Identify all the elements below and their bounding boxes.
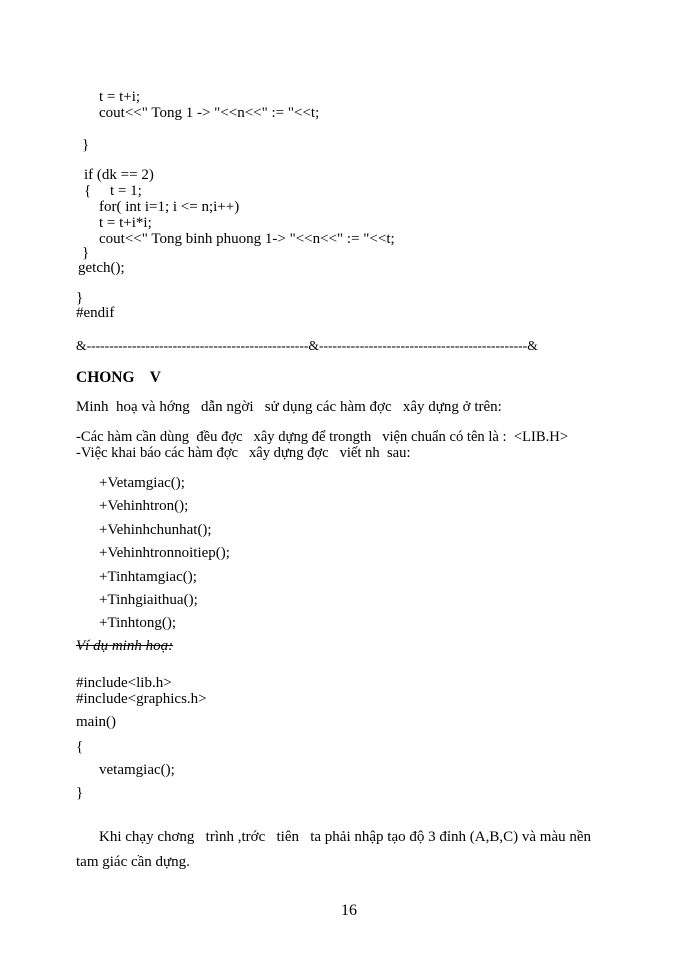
example-code-line: vetamgiac(); bbox=[99, 762, 175, 778]
code-line: } bbox=[82, 137, 90, 153]
function-item: +Vehinhtron(); bbox=[99, 498, 189, 514]
function-item: +Tinhtamgiac(); bbox=[99, 569, 197, 585]
function-item: +Vehinhchunhat(); bbox=[99, 522, 212, 538]
closing-text: tam giác cần dựng. bbox=[76, 854, 190, 870]
example-code-line: { bbox=[76, 739, 84, 755]
example-code-line: } bbox=[76, 785, 84, 801]
code-line: for( int i=1; i <= n;i++) bbox=[99, 199, 240, 215]
code-line: } bbox=[76, 290, 84, 306]
code-line: } bbox=[82, 245, 90, 261]
chapter-heading: CHONG V bbox=[76, 369, 161, 386]
example-label: Ví dụ minh hoạ: bbox=[76, 638, 174, 654]
note-line: -Các hàm cần dùng đều đợc xây dựng để trongth viện chuẩn có tên là : <LIB.H> bbox=[76, 429, 569, 445]
intro-text: Minh hoạ và hớng dẫn ngời sử dụng các hàm đợc xây dựng ở trên: bbox=[76, 399, 502, 415]
separator-line: &-------------------------------------------------&----------------------------------------------& bbox=[76, 338, 538, 353]
code-line: cout<<" Tong binh phuong 1-> "<<n<<" := "<<t; bbox=[99, 231, 395, 247]
code-line: getch(); bbox=[78, 260, 125, 276]
example-code-line: #include<lib.h> bbox=[76, 675, 172, 691]
code-line: cout<<" Tong 1 -> "<<n<<" := "<<t; bbox=[99, 105, 320, 121]
example-code-line: #include<graphics.h> bbox=[76, 691, 207, 707]
code-line: t = t+i*i; bbox=[99, 215, 152, 231]
closing-text: Khi chạy chơng trình ,trớc tiên ta phải nhập tạo độ 3 đỉnh (A,B,C) và màu nền bbox=[99, 829, 592, 845]
code-line: { t = 1; bbox=[84, 183, 142, 199]
code-line: if (dk == 2) bbox=[84, 167, 154, 183]
function-item: +Vehinhtronnoitiep(); bbox=[99, 545, 230, 561]
function-item: +Tinhtong(); bbox=[99, 615, 177, 631]
note-line: -Việc khai báo các hàm đợc xây dựng đợc viết nh sau: bbox=[76, 445, 411, 461]
page-number: 16 bbox=[341, 902, 357, 919]
code-line: t = t+i; bbox=[99, 89, 141, 105]
code-line: #endif bbox=[76, 305, 115, 321]
function-item: +Vetamgiac(); bbox=[99, 475, 185, 491]
example-code-line: main() bbox=[76, 714, 116, 730]
function-item: +Tinhgiaithua(); bbox=[99, 592, 198, 608]
